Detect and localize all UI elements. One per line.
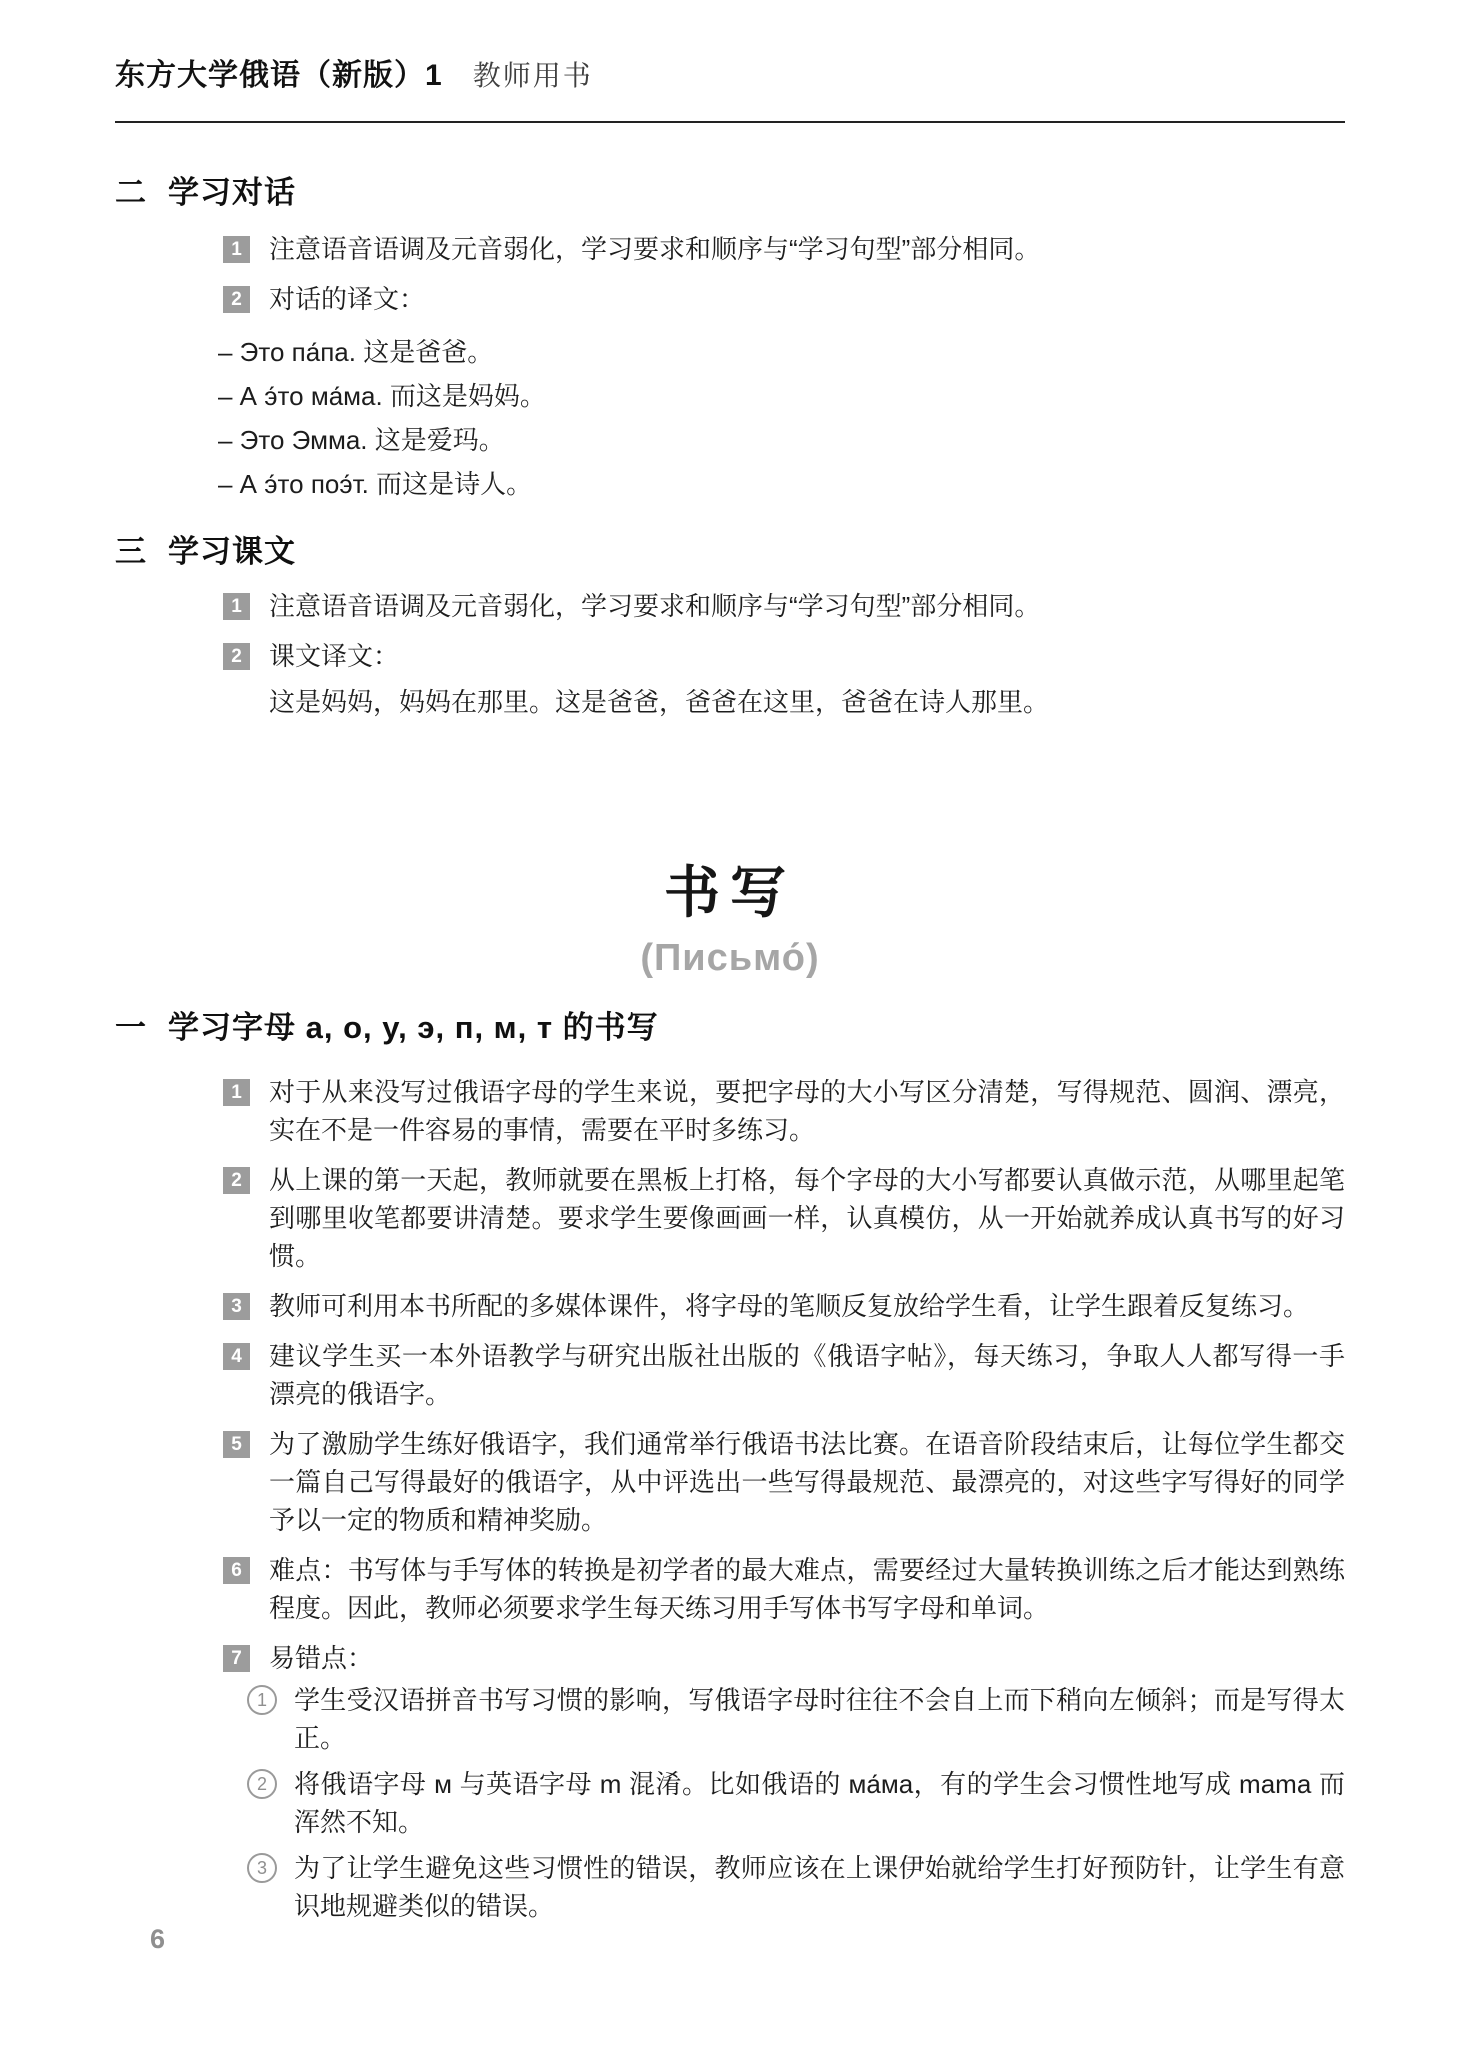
header-rule bbox=[115, 121, 1345, 123]
sub-item bbox=[247, 1765, 1345, 1841]
item-number-badge: 2 bbox=[223, 643, 250, 670]
list-item bbox=[223, 587, 1345, 625]
dialogue-translation bbox=[218, 330, 1345, 506]
list-item bbox=[223, 1337, 1345, 1413]
item-number-badge: 1 bbox=[223, 236, 250, 263]
circled-number: 3 bbox=[247, 1853, 277, 1883]
item-text: 为了激励学生练好俄语字，我们通常举行俄语书法比赛。在语音阶段结束后，让每位学生都交一篇自己写得最好的俄语字，从中评选出一些写得最规范、最漂亮的，对这些字写得好的同学予以一定的物质和精神奖励。 bbox=[269, 1429, 1345, 1535]
item-text: 对话的译文： bbox=[269, 284, 426, 314]
section-dialogue-heading bbox=[115, 167, 1345, 212]
chapter-title-block bbox=[115, 849, 1345, 980]
item-text: 注意语音语调及元音弱化，学习要求和顺序与“学习句型”部分相同。 bbox=[269, 591, 1041, 621]
section-writing-heading bbox=[115, 1002, 1345, 1047]
item-text: 从上课的第一天起，教师就要在黑板上打格，每个字母的大小写都要认真做示范，从哪里起笔到哪里收笔都要讲清楚。要求学生要像画画一样，认真模仿，从一开始就养成认真书写的好习惯。 bbox=[269, 1165, 1345, 1271]
item-number-badge: 1 bbox=[223, 1079, 250, 1106]
section-text-title: 学习课文 bbox=[168, 534, 296, 569]
item-text: 建议学生买一本外语教学与研究出版社出版的《俄语字帖》，每天练习，争取人人都写得一手漂亮的俄语字。 bbox=[269, 1341, 1345, 1409]
item-text: 教师可利用本书所配的多媒体课件，将字母的笔顺反复放给学生看，让学生跟着反复练习。 bbox=[269, 1291, 1310, 1321]
item-number-badge: 5 bbox=[223, 1431, 250, 1458]
item-text: 课文译文： bbox=[269, 641, 400, 671]
section-text-heading bbox=[115, 526, 1345, 571]
list-item bbox=[223, 1161, 1345, 1275]
list-item bbox=[223, 230, 1345, 268]
item-text: 对于从来没写过俄语字母的学生来说，要把字母的大小写区分清楚，写得规范、圆润、漂亮，实在不是一件容易的事情，需要在平时多练习。 bbox=[269, 1077, 1345, 1145]
list-item bbox=[223, 280, 1345, 318]
list-item bbox=[223, 1639, 1345, 1677]
chapter-title: 书写 bbox=[664, 860, 796, 926]
item-number-badge: 2 bbox=[223, 1167, 250, 1194]
text-translation: 这是妈妈，妈妈在那里。这是爸爸，爸爸在这里，爸爸在诗人那里。 bbox=[269, 687, 1050, 717]
item-number-badge: 3 bbox=[223, 1293, 250, 1320]
sub-item-text: 为了让学生避免这些习惯性的错误，教师应该在上课伊始就给学生打好预防针，让学生有意识地规避类似的错误。 bbox=[294, 1853, 1345, 1921]
section-writing-items bbox=[223, 1073, 1345, 1925]
book-title: 东方大学俄语（新版）1 bbox=[115, 59, 443, 92]
item-number-badge: 4 bbox=[223, 1343, 250, 1370]
list-item bbox=[223, 1073, 1345, 1149]
item-number-badge: 2 bbox=[223, 286, 250, 313]
book-subtitle: 教师用书 bbox=[472, 60, 593, 91]
page-number: 6 bbox=[150, 1924, 166, 1954]
item-text: 注意语音语调及元音弱化，学习要求和顺序与“学习句型”部分相同。 bbox=[269, 234, 1041, 264]
item-number-badge: 6 bbox=[223, 1557, 250, 1584]
sub-item bbox=[247, 1849, 1345, 1925]
section-text-marker: 三 bbox=[115, 534, 146, 569]
list-item bbox=[223, 1551, 1345, 1627]
running-head bbox=[115, 50, 1345, 94]
item-text: 易错点： bbox=[269, 1643, 374, 1673]
section-dialogue-marker: 二 bbox=[115, 175, 146, 210]
circled-number: 1 bbox=[247, 1685, 277, 1715]
dialogue-line: – А э́то ма́ма. 而这是妈妈。 bbox=[218, 381, 546, 411]
dialogue-line: – Это па́па. 这是爸爸。 bbox=[218, 337, 494, 367]
item-text: 难点：书写体与手写体的转换是初学者的最大难点，需要经过大量转换训练之后才能达到熟练程度。因此，教师必须要求学生每天练习用手写体书写字母和单词。 bbox=[269, 1555, 1345, 1623]
chapter-subtitle: (Письмо́) bbox=[640, 937, 820, 979]
item-number-badge: 1 bbox=[223, 593, 250, 620]
error-point-sublist bbox=[247, 1681, 1345, 1925]
circled-number: 2 bbox=[247, 1769, 277, 1799]
sub-item bbox=[247, 1681, 1345, 1757]
section-writing-title: 学习字母 a, o, у, э, п, м, т 的书写 bbox=[168, 1010, 659, 1045]
section-dialogue-title: 学习对话 bbox=[168, 175, 296, 210]
sub-item-text: 将俄语字母 м 与英语字母 m 混淆。比如俄语的 ма́ма，有的学生会习惯性地写成 mama 而浑然不知。 bbox=[294, 1769, 1345, 1837]
sub-item-text: 学生受汉语拼音书写习惯的影响，写俄语字母时往往不会自上而下稍向左倾斜；而是写得太正。 bbox=[294, 1685, 1345, 1753]
item-number-badge: 7 bbox=[223, 1645, 250, 1672]
list-item bbox=[223, 1287, 1345, 1325]
section-text-items bbox=[223, 587, 1345, 721]
list-item bbox=[223, 637, 1345, 675]
section-dialogue-items bbox=[223, 230, 1345, 318]
section-writing-marker: 一 bbox=[115, 1010, 146, 1045]
list-item bbox=[223, 1425, 1345, 1539]
dialogue-line: – Это Эмма. 这是爱玛。 bbox=[218, 425, 505, 455]
dialogue-line: – А э́то поэ́т. 而这是诗人。 bbox=[218, 469, 533, 499]
